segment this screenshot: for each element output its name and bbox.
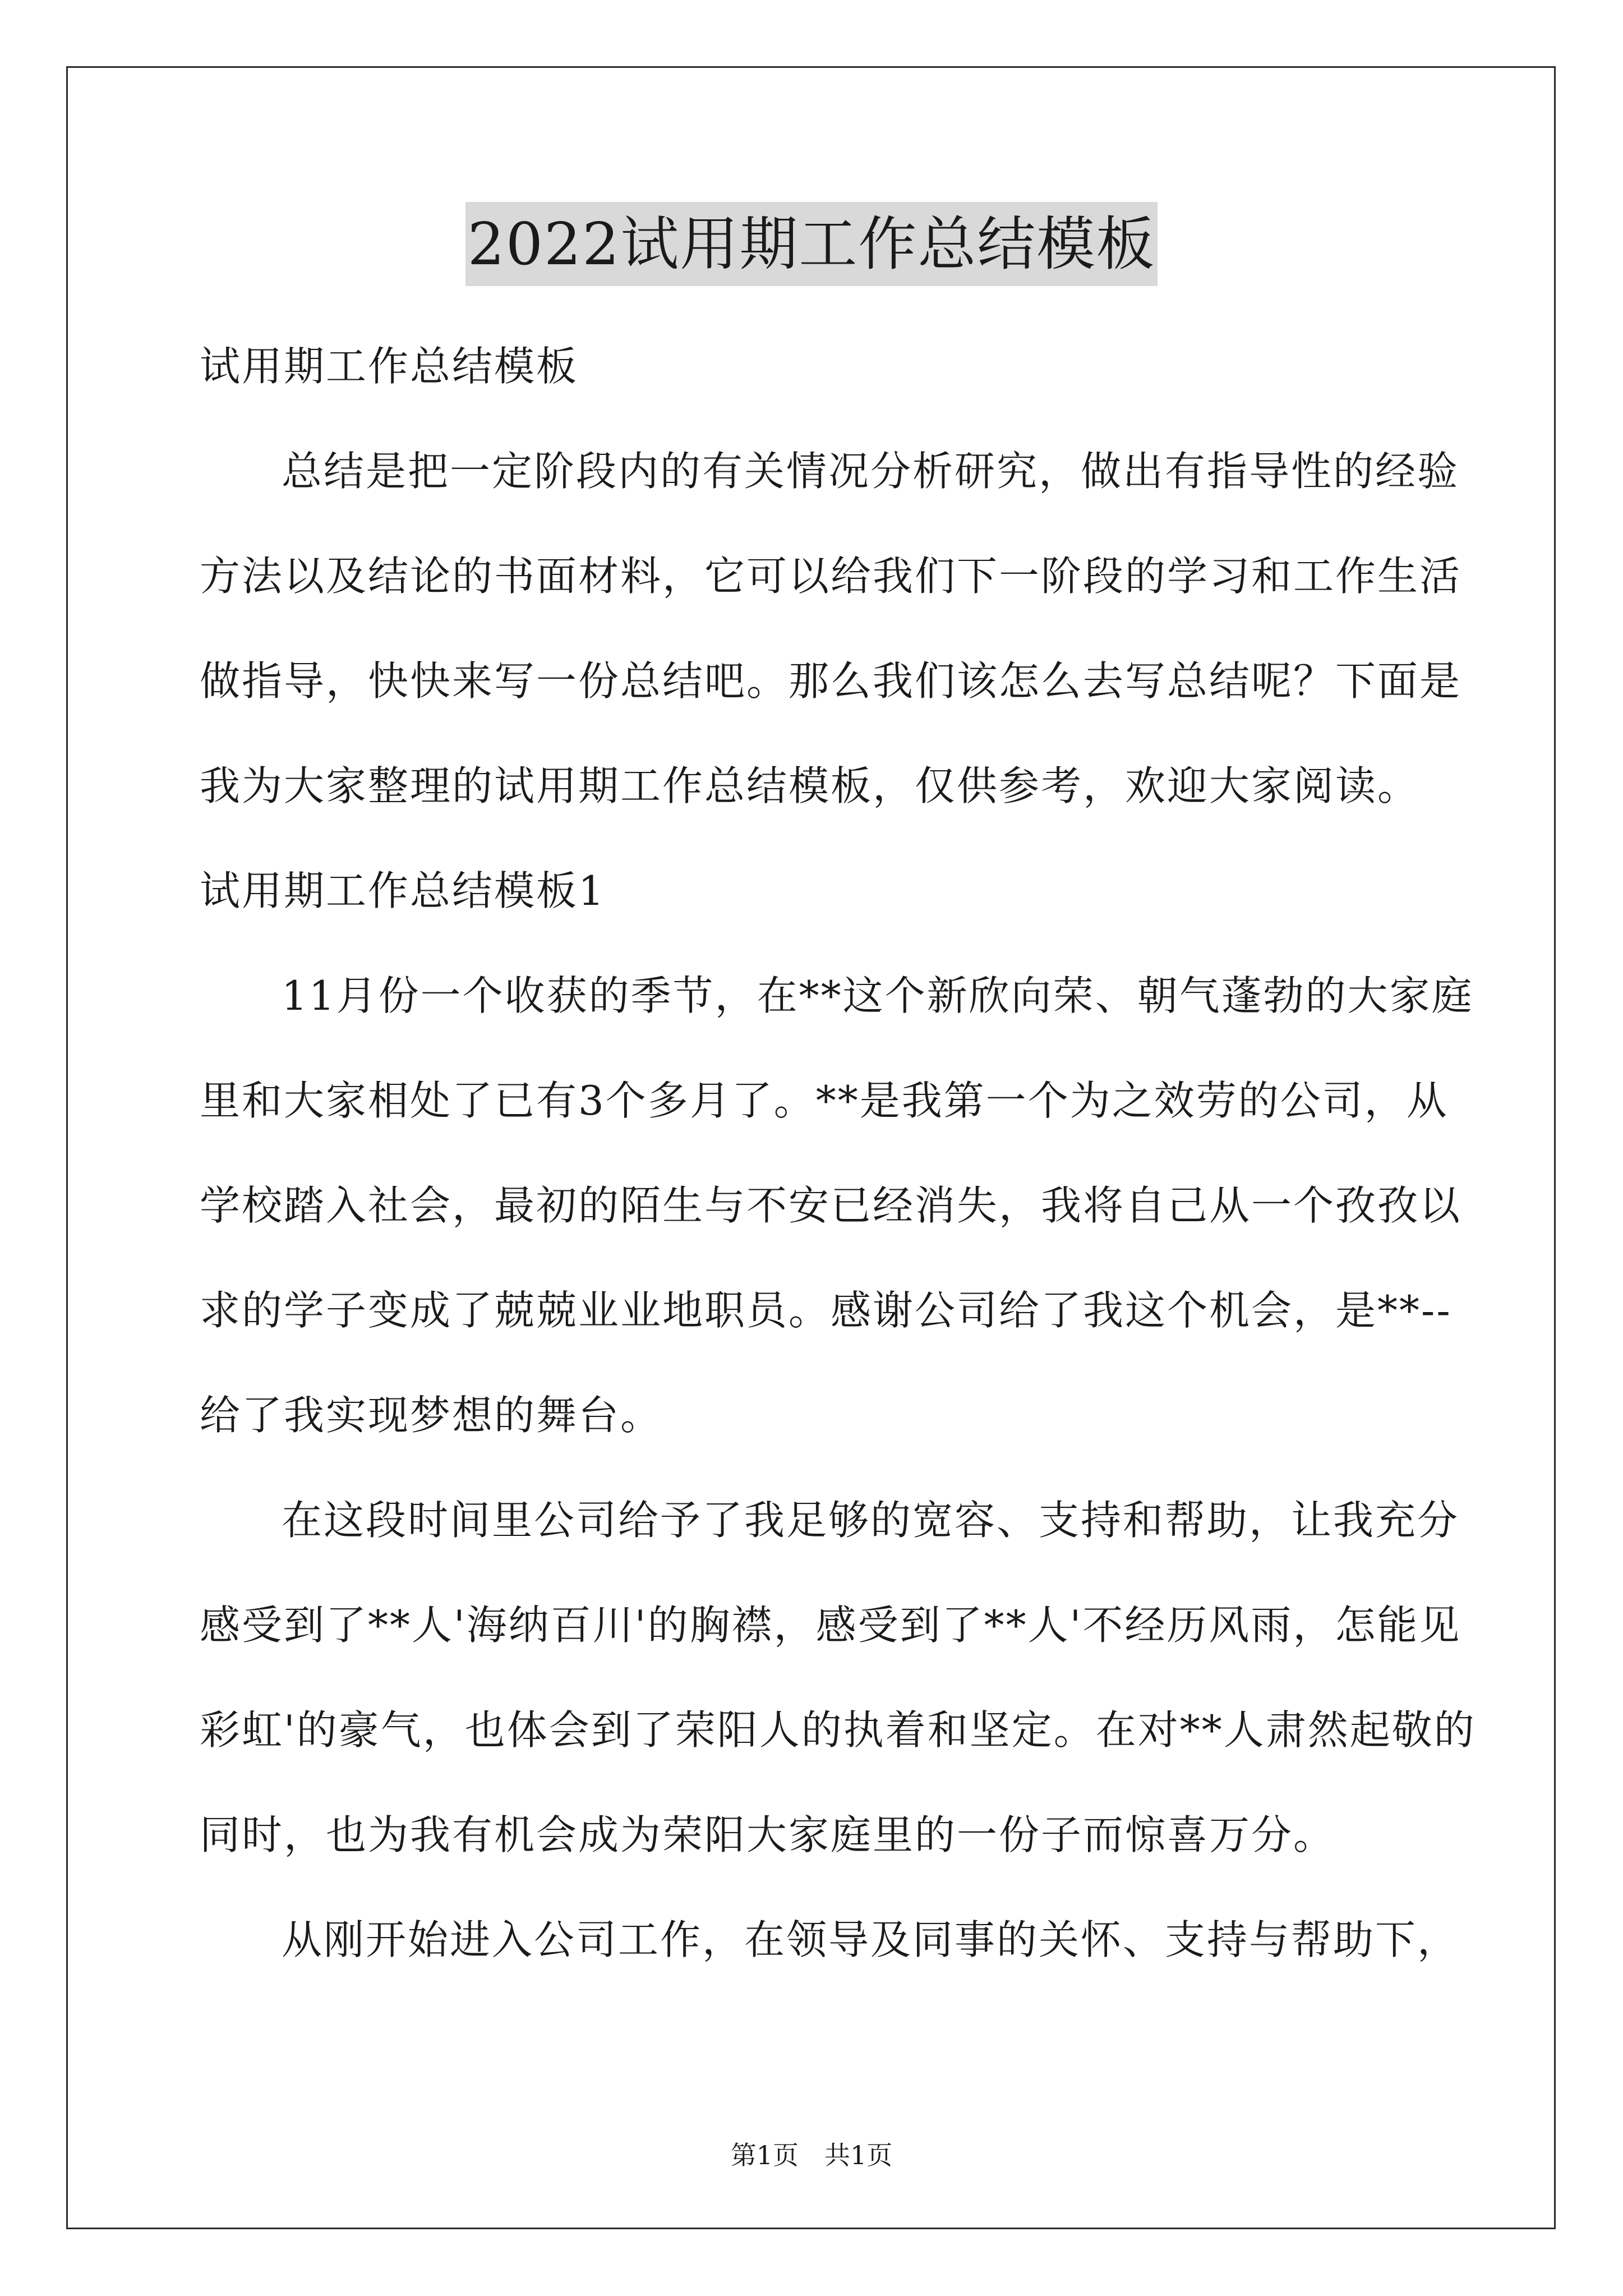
title-container [0,202,1623,286]
body-line: 总结是把一定阶段内的有关情况分析研究，做出有指导性的经验 [282,448,1460,495]
body-line: 同时，也为我有机会成为荣阳大家庭里的一份子而惊喜万分。 [200,1811,1336,1858]
body-line: 做指导，快快来写一份总结吧。那么我们该怎么去写总结呢？下面是 [200,657,1462,705]
body-line: 感受到了**人'海纳百川'的胸襟，感受到了**人'不经历风雨，怎能见 [200,1602,1461,1649]
page-footer: 第1页 共1页 [730,2140,893,2170]
body-line: 求的学子变成了兢兢业业地职员。感谢公司给了我这个机会，是**-- [200,1287,1452,1334]
body-line: 试用期工作总结模板1 [200,867,606,914]
body-line: 从刚开始进入公司工作，在领导及同事的关怀、支持与帮助下， [282,1916,1460,1963]
body-line: 里和大家相处了已有3个多月了。**是我第一个为之效劳的公司，从 [200,1077,1449,1124]
body-line: 学校踏入社会，最初的陌生与不安已经消失，我将自己从一个孜孜以 [200,1182,1462,1229]
body-line: 彩虹'的豪气，也体会到了荣阳人的执着和坚定。在对**人肃然起敬的 [200,1706,1476,1754]
body-line: 我为大家整理的试用期工作总结模板，仅供参考，欢迎大家阅读。 [200,762,1420,809]
body-line: 11月份一个收获的季节，在**这个新欣向荣、朝气蓬勃的大家庭 [282,972,1474,1019]
body-line: 方法以及结论的书面材料，它可以给我们下一阶段的学习和工作生活 [200,553,1462,600]
body-line: 试用期工作总结模板 [200,343,579,390]
body-line: 给了我实现梦想的舞台。 [200,1392,663,1439]
body-line: 在这段时间里公司给予了我足够的宽容、支持和帮助，让我充分 [282,1497,1460,1544]
document-body [200,314,1476,1993]
document-title: 2022试用期工作总结模板 [465,202,1158,286]
